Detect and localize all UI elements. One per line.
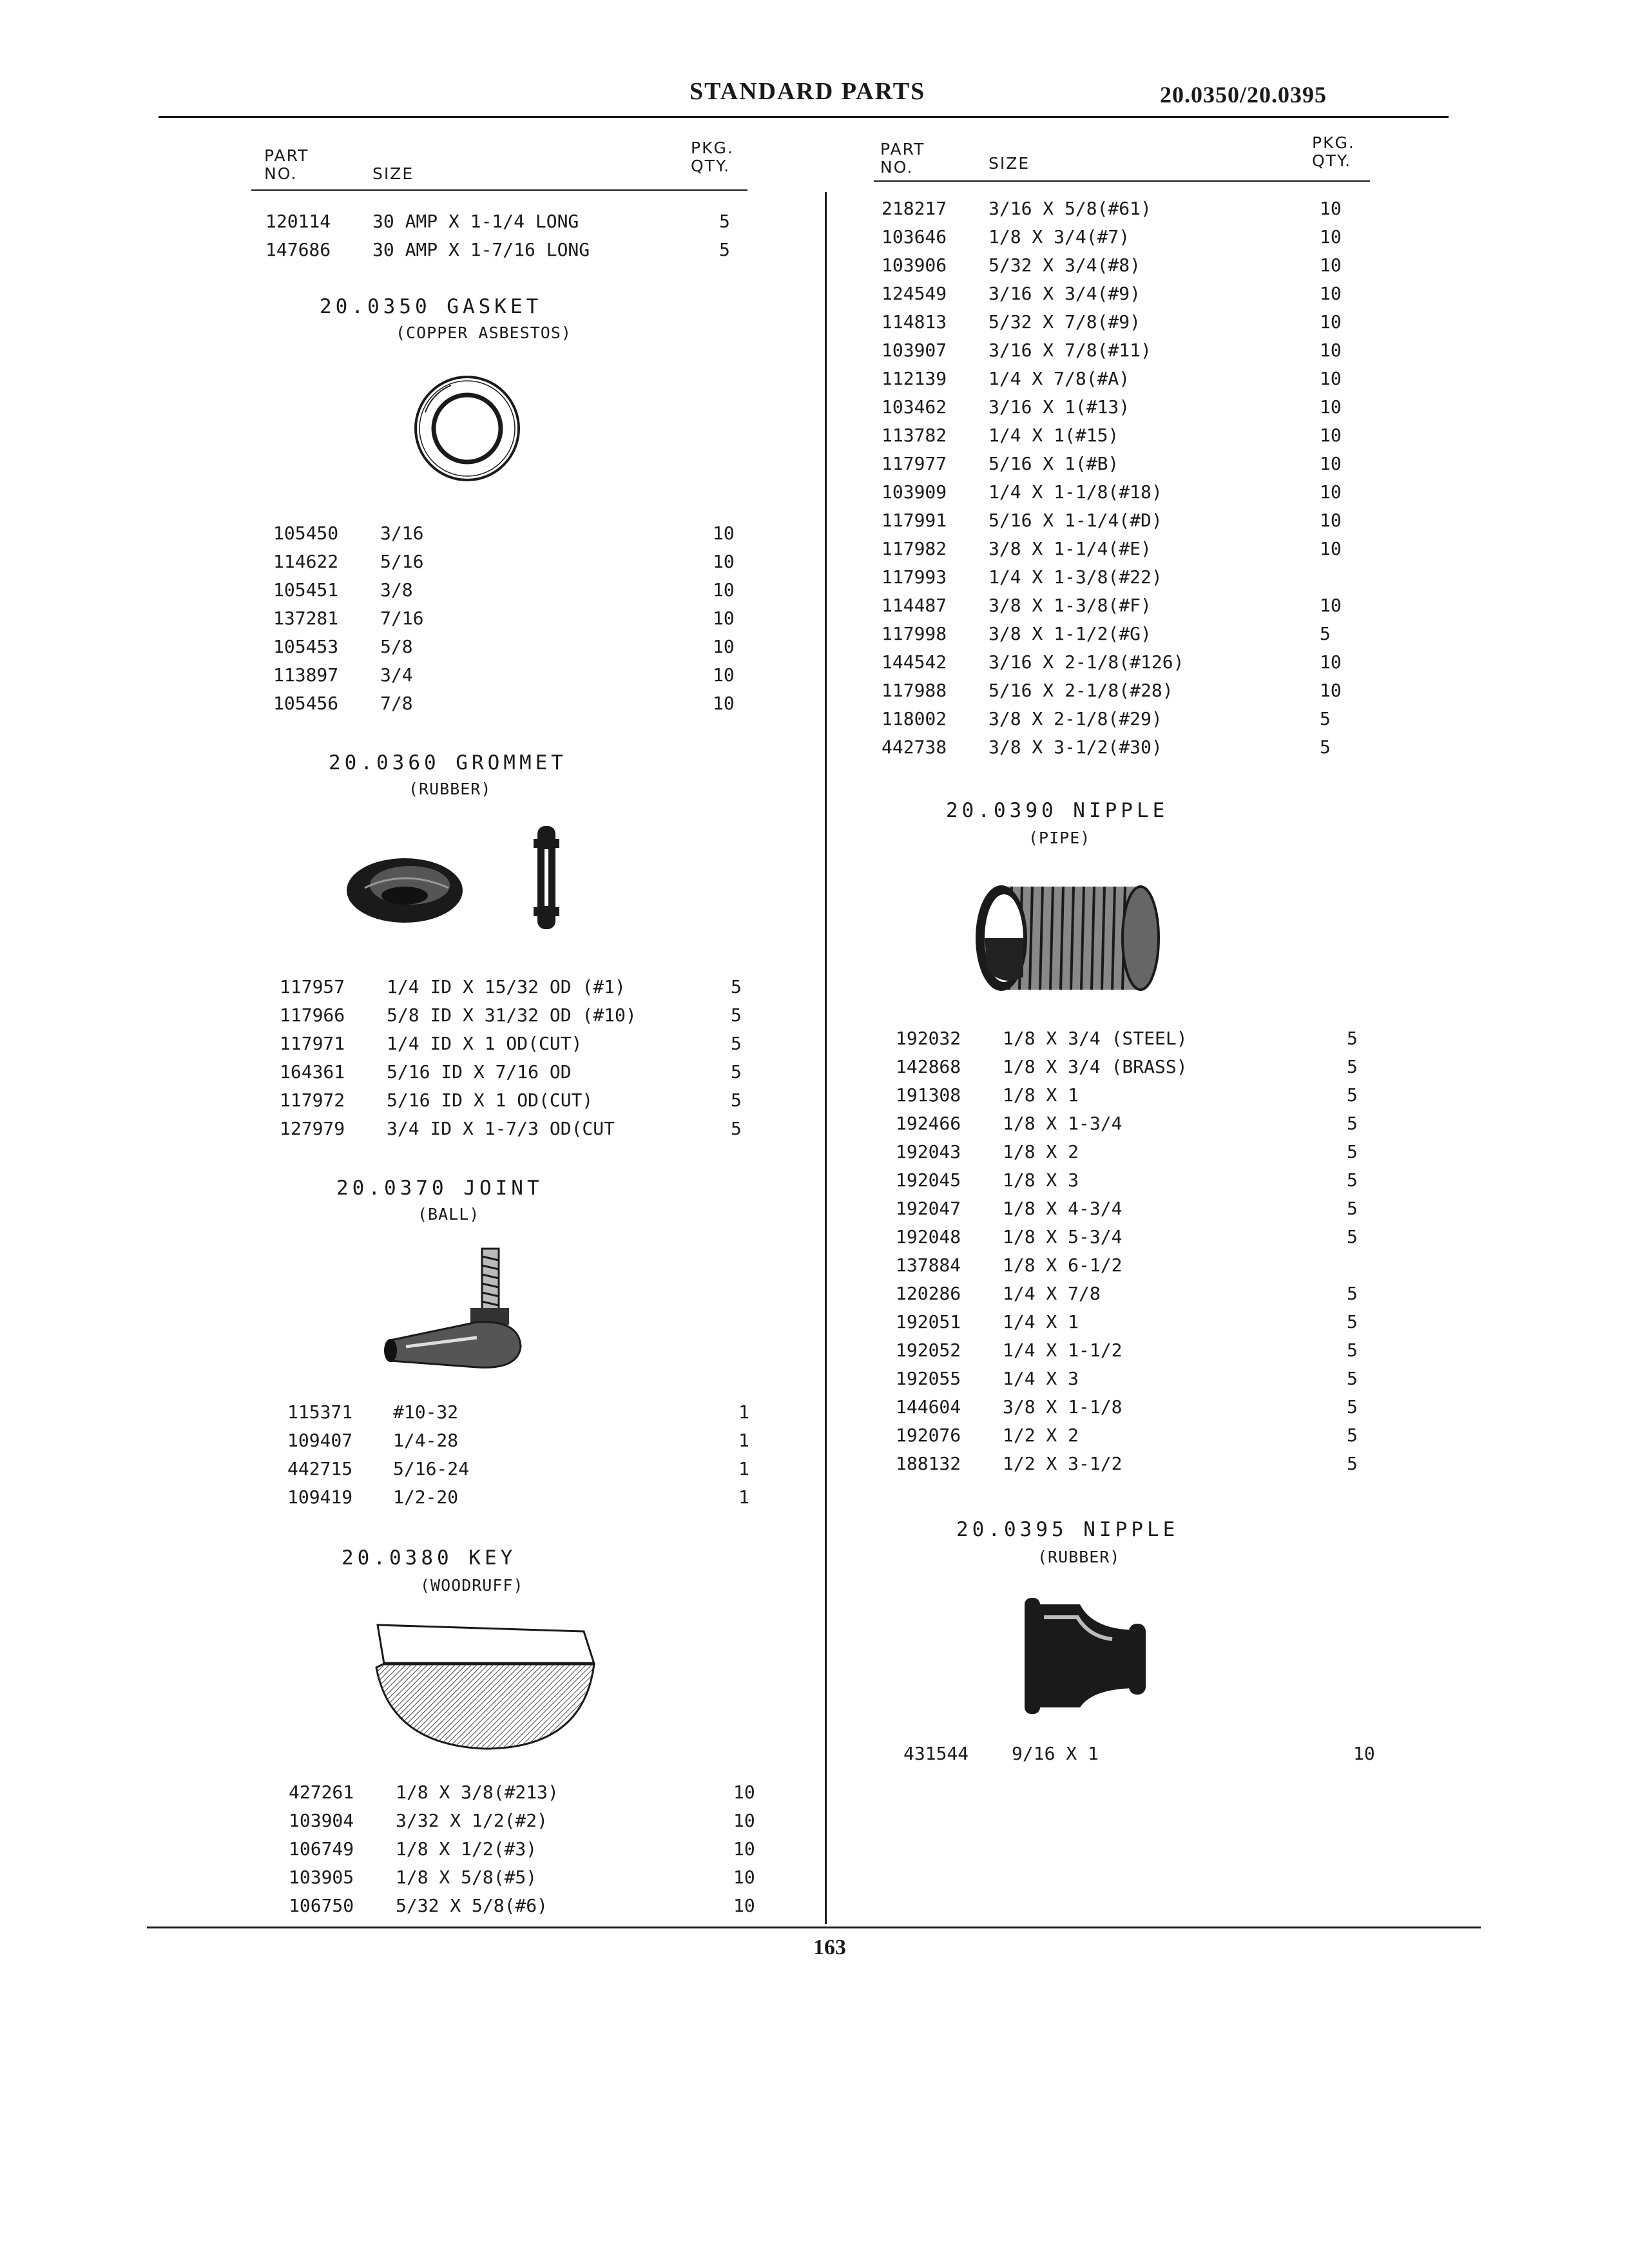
part-number: 442715 [287,1458,353,1479]
size-value: 1/4 X 1(#15) [988,425,1119,446]
size-value: 30 AMP X 1-1/4 LONG [372,211,579,232]
qty-value: 10 [1320,453,1342,474]
size-value: 30 AMP X 1-7/16 LONG [372,239,590,260]
size-value: 1/8 X 5/8(#5) [396,1867,537,1888]
page-number: 163 [813,1936,846,1959]
part-number: 144604 [896,1396,961,1418]
header-rule [159,116,1449,118]
size-value: 5/16 ID X 1 OD(CUT) [387,1090,593,1111]
part-header-label: PART [264,146,309,165]
size-value: 5/32 X 3/4(#8) [988,255,1141,276]
part-number: 192076 [896,1425,961,1446]
qty-value: 1 [738,1401,749,1423]
rubber-nipple-icon [1016,1591,1157,1720]
qty-value: 10 [1320,425,1342,446]
part-number: 192051 [896,1311,961,1332]
size-value: 3/8 X 3-1/2(#30) [988,736,1162,758]
part-number: 114487 [882,595,947,616]
grommet-icon [345,823,590,933]
no-header-label: NO. [880,158,914,177]
key-section-title: 20.0380 KEY [342,1546,517,1570]
part-number: 109407 [287,1430,353,1451]
size-value: 1/4 ID X 1 OD(CUT) [387,1033,583,1054]
qty-value: 10 [1320,651,1342,673]
size-value: 3/16 X 3/4(#9) [988,283,1141,304]
size-value: 5/16 X 1(#B) [988,453,1119,474]
part-number: 103907 [882,340,947,361]
qty-value: 5 [1320,736,1331,758]
part-number: 117957 [280,976,345,997]
qty-value: 5 [1347,1425,1358,1446]
size-value: 3/8 X 2-1/8(#29) [988,708,1162,729]
size-value: 1/4 X 1-1/8(#18) [988,481,1162,503]
part-number: 117988 [882,680,947,701]
qty-value: 10 [713,664,735,686]
pipe-nipple-section-title: 20.0390 NIPPLE [946,799,1169,822]
qty-value: 10 [713,523,735,544]
left-size-header: SIZE [372,164,414,183]
qty-value: 10 [733,1782,755,1803]
joint-section-subtitle: (BALL) [418,1205,480,1224]
page-title: STANDARD PARTS [689,78,926,105]
qty-value: 5 [1320,623,1331,644]
qty-value: 10 [1320,510,1342,531]
qty-value: 10 [1320,538,1342,559]
size-value: 1/8 X 4-3/4 [1003,1198,1123,1219]
size-value: 3/16 X 1(#13) [988,396,1130,418]
qty-value: 5 [1347,1396,1358,1418]
size-value: 1/8 X 1 [1003,1084,1079,1106]
grommet-section-title: 20.0360 GROMMET [329,751,567,774]
part-number: 103646 [882,226,947,247]
section-code-range: 20.0350/20.0395 [1160,82,1327,108]
qty-value: 5 [731,1090,742,1111]
rubber-nipple-section-title: 20.0395 NIPPLE [956,1518,1179,1541]
qty-value: 5 [1347,1084,1358,1106]
pipe-nipple-icon [973,874,1166,1003]
qty-value: 10 [1320,226,1342,247]
part-number: 142868 [896,1056,961,1077]
gasket-section-subtitle: (COPPER ASBESTOS) [396,323,572,342]
part-number: 103905 [289,1867,354,1888]
qty-value: 5 [1347,1453,1358,1474]
part-number: 120114 [265,211,331,232]
qty-value: 5 [731,1061,742,1082]
part-header-label: PART [880,140,925,159]
size-value: 5/32 X 5/8(#6) [396,1895,548,1916]
size-value: 1/4 ID X 15/32 OD (#1) [387,976,626,997]
part-number: 117991 [882,510,947,531]
size-value: 1/4 X 1-1/2 [1003,1340,1123,1361]
part-number: 112139 [882,368,947,389]
woodruff-key-icon [371,1622,597,1751]
part-number: 105450 [273,523,339,544]
right-size-header: SIZE [988,154,1030,173]
size-value: 1/4 X 3 [1003,1368,1079,1389]
key-section-subtitle: (WOODRUFF) [420,1576,524,1595]
part-number: 117998 [882,623,947,644]
size-value: 1/4 X 7/8(#A) [988,368,1130,389]
part-number: 109419 [287,1486,353,1508]
part-number: 192045 [896,1169,961,1191]
size-value: 1/8 X 2 [1003,1141,1079,1162]
size-value: 1/2 X 3-1/2 [1003,1453,1123,1474]
part-number: 144542 [882,651,947,673]
qty-value: 5 [1347,1311,1358,1332]
size-value: 1/2 X 2 [1003,1425,1079,1446]
part-number: 192048 [896,1226,961,1247]
size-value: 5/8 [380,636,413,657]
size-value: 1/8 X 3/4 (BRASS) [1003,1056,1188,1077]
size-value: 3/16 X 2-1/8(#126) [988,651,1184,673]
part-number: 105456 [273,693,339,714]
size-value: 1/4 X 1 [1003,1311,1079,1332]
part-number: 192466 [896,1113,961,1134]
qty-header-label: QTY. [1312,151,1352,170]
qty-value: 10 [1320,396,1342,418]
part-number: 106749 [289,1838,354,1860]
qty-value: 10 [1320,255,1342,276]
rubber-nipple-section-subtitle: (RUBBER) [1037,1548,1121,1566]
size-value: 1/8 X 5-3/4 [1003,1226,1123,1247]
part-number: 431544 [903,1743,969,1764]
left-part-no-header [264,147,309,183]
size-value: 5/16 ID X 7/16 OD [387,1061,572,1082]
size-value: 3/8 X 1-1/8 [1003,1396,1123,1418]
size-value: 3/8 X 1-3/8(#F) [988,595,1152,616]
part-number: 106750 [289,1895,354,1916]
qty-value: 10 [713,579,735,601]
pkg-header-label: PKG. [1312,133,1355,152]
size-value: 1/8 X 3/8(#213) [396,1782,559,1803]
part-number: 105453 [273,636,339,657]
qty-value: 10 [713,636,735,657]
part-number: 103909 [882,481,947,503]
qty-value: 5 [731,1033,742,1054]
qty-value: 10 [1320,368,1342,389]
qty-value: 10 [1320,481,1342,503]
part-number: 117971 [280,1033,345,1054]
qty-value: 5 [731,976,742,997]
column-divider [825,192,827,1924]
part-number: 192055 [896,1368,961,1389]
part-number: 192047 [896,1198,961,1219]
part-number: 188132 [896,1453,961,1474]
part-number: 442738 [882,736,947,758]
part-number: 103462 [882,396,947,418]
size-value: 7/16 [380,608,424,629]
size-value: 3/4 [380,664,413,686]
right-part-no-header [880,140,925,177]
size-value: 3/16 X 5/8(#61) [988,198,1152,219]
part-number: 114813 [882,311,947,332]
part-number: 192032 [896,1028,961,1049]
qty-value: 5 [1347,1226,1358,1247]
part-number: 103906 [882,255,947,276]
part-number: 164361 [280,1061,345,1082]
right-header-rule [874,180,1370,182]
part-number: 427261 [289,1782,354,1803]
size-value: 1/4-28 [393,1430,459,1451]
qty-value: 5 [1347,1141,1358,1162]
part-number: 117993 [882,566,947,588]
qty-value: 10 [1353,1743,1375,1764]
part-number: 103904 [289,1810,354,1831]
size-value: 1/8 X 3 [1003,1169,1079,1191]
size-value: 3/8 X 1-1/2(#G) [988,623,1152,644]
part-number: 118002 [882,708,947,729]
part-number: 124549 [882,283,947,304]
size-value: 5/8 ID X 31/32 OD (#10) [387,1004,637,1026]
size-value: 5/16 [380,551,424,572]
qty-value: 5 [1347,1169,1358,1191]
gasket-ring-icon [412,374,522,483]
part-number: 137884 [896,1254,961,1276]
size-value: 1/2-20 [393,1486,459,1508]
qty-value: 10 [733,1895,755,1916]
size-value: 5/16-24 [393,1458,470,1479]
part-number: 218217 [882,198,947,219]
part-number: 114622 [273,551,339,572]
qty-value: 5 [719,211,730,232]
size-value: 5/32 X 7/8(#9) [988,311,1141,332]
size-value: 3/8 [380,579,413,601]
size-value: 3/16 [380,523,424,544]
qty-value: 10 [713,693,735,714]
part-number: 192052 [896,1340,961,1361]
part-number: 137281 [273,608,339,629]
size-value: 5/16 X 2-1/8(#28) [988,680,1173,701]
qty-value: 10 [733,1867,755,1888]
grommet-section-subtitle: (RUBBER) [409,780,492,798]
part-number: 105451 [273,579,339,601]
no-header-label: NO. [264,164,298,183]
part-number: 113897 [273,664,339,686]
qty-value: 1 [738,1458,749,1479]
qty-value: 5 [731,1118,742,1139]
size-value: 3/4 ID X 1-7/3 OD(CUT [387,1118,615,1139]
part-number: 120286 [896,1283,961,1304]
footer-rule [147,1927,1481,1928]
qty-value: 10 [1320,283,1342,304]
size-value: 1/8 X 3/4 (STEEL) [1003,1028,1188,1049]
size-value: 1/8 X 1-3/4 [1003,1113,1123,1134]
part-number: 117966 [280,1004,345,1026]
ball-joint-icon [380,1244,528,1372]
qty-header-label: QTY. [691,157,731,175]
part-number: 192043 [896,1141,961,1162]
qty-value: 1 [738,1486,749,1508]
qty-value: 10 [733,1810,755,1831]
qty-value: 10 [713,551,735,572]
qty-value: 5 [1320,708,1331,729]
qty-value: 5 [1347,1198,1358,1219]
part-number: 191308 [896,1084,961,1106]
right-pkg-qty-header [1312,134,1355,170]
qty-value: 10 [1320,198,1342,219]
qty-value: 10 [1320,311,1342,332]
qty-value: 10 [1320,340,1342,361]
size-value: 3/16 X 7/8(#11) [988,340,1152,361]
qty-value: 10 [713,608,735,629]
qty-value: 10 [733,1838,755,1860]
qty-value: 10 [1320,595,1342,616]
size-value: #10-32 [393,1401,459,1423]
part-number: 113782 [882,425,947,446]
part-number: 117982 [882,538,947,559]
qty-value: 1 [738,1430,749,1451]
size-value: 1/8 X 6-1/2 [1003,1254,1123,1276]
qty-value: 5 [1347,1028,1358,1049]
part-number: 115371 [287,1401,353,1423]
size-value: 5/16 X 1-1/4(#D) [988,510,1162,531]
qty-value: 5 [1347,1113,1358,1134]
size-value: 3/8 X 1-1/4(#E) [988,538,1152,559]
size-value: 1/8 X 1/2(#3) [396,1838,537,1860]
qty-value: 10 [1320,680,1342,701]
qty-value: 5 [1347,1340,1358,1361]
qty-value: 5 [1347,1283,1358,1304]
left-header-rule [251,189,747,191]
part-number: 117972 [280,1090,345,1111]
size-value: 1/8 X 3/4(#7) [988,226,1130,247]
size-value: 7/8 [380,693,413,714]
joint-section-title: 20.0370 JOINT [336,1177,543,1200]
size-value: 9/16 X 1 [1012,1743,1099,1764]
qty-value: 5 [719,239,730,260]
pkg-header-label: PKG. [691,139,734,157]
part-number: 127979 [280,1118,345,1139]
left-pkg-qty-header [691,139,734,175]
size-value: 3/32 X 1/2(#2) [396,1810,548,1831]
part-number: 117977 [882,453,947,474]
size-value: 1/4 X 1-3/8(#22) [988,566,1162,588]
gasket-section-title: 20.0350 GASKET [320,295,543,318]
part-number: 147686 [265,239,331,260]
size-value: 1/4 X 7/8 [1003,1283,1101,1304]
qty-value: 5 [731,1004,742,1026]
pipe-nipple-section-subtitle: (PIPE) [1028,829,1091,847]
qty-value: 5 [1347,1056,1358,1077]
qty-value: 5 [1347,1368,1358,1389]
